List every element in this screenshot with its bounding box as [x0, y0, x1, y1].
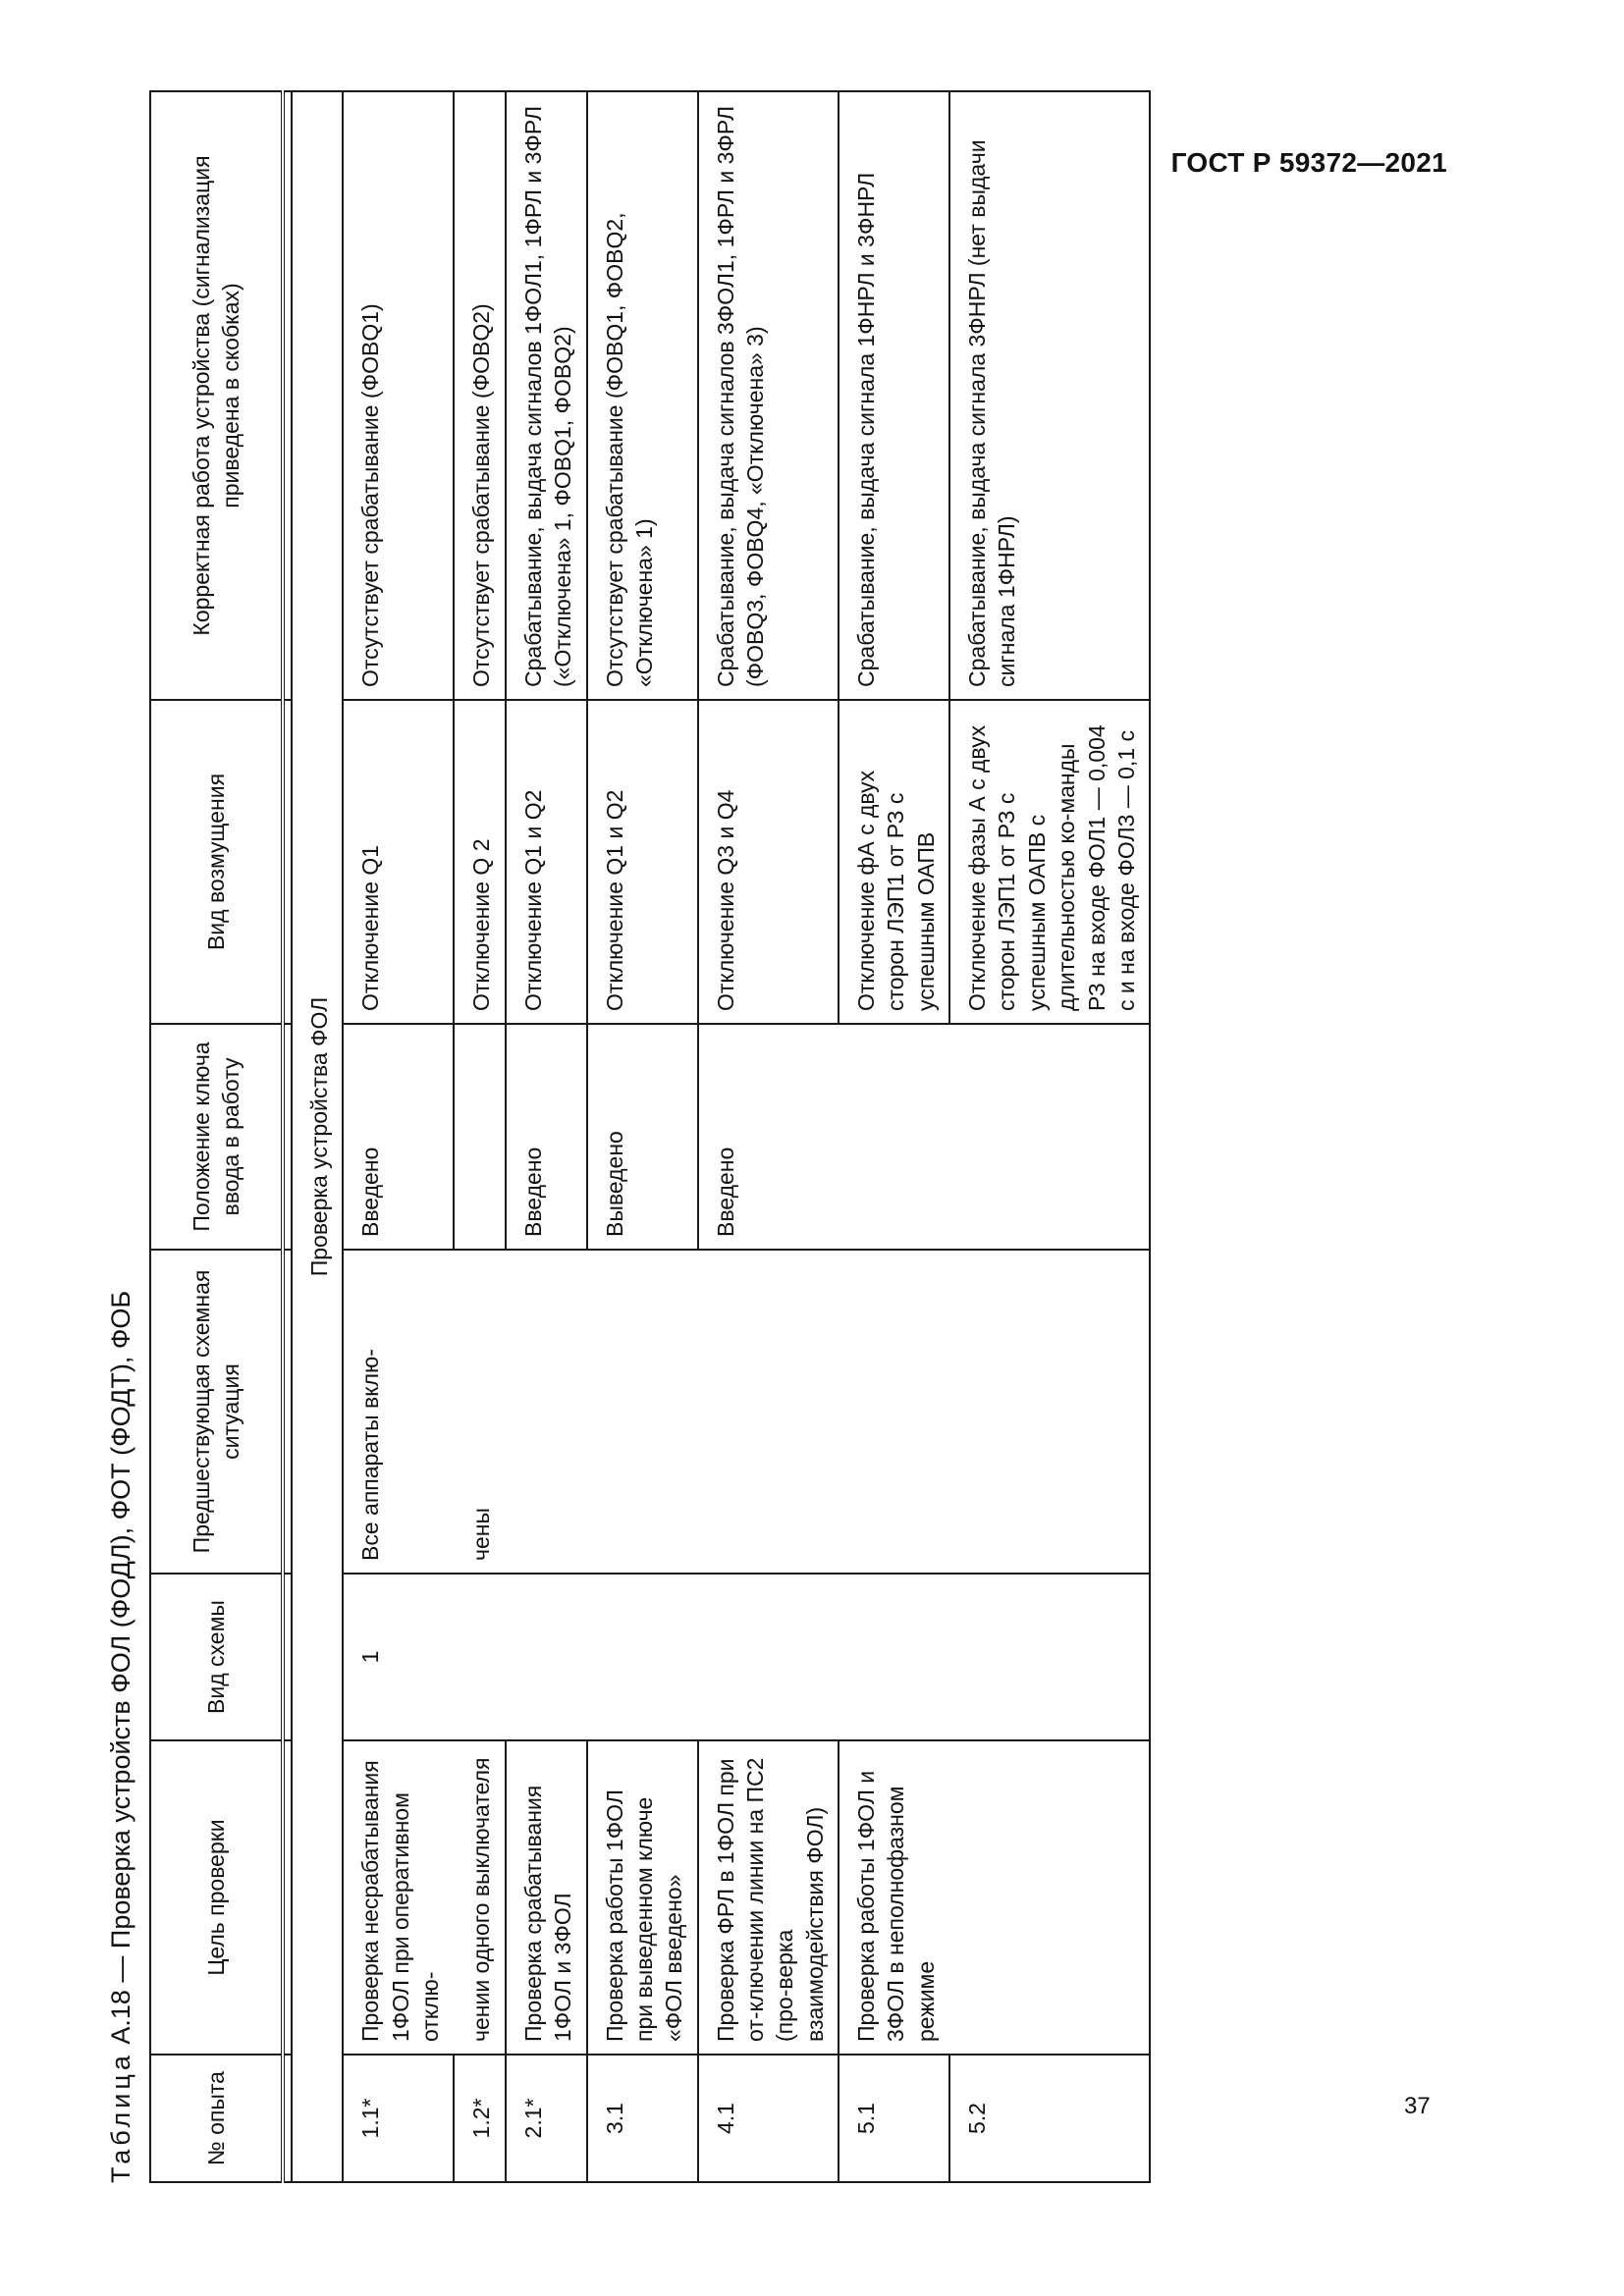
cell-disturbance: Отключение Q 2: [454, 700, 505, 1024]
cell-goal: Проверка несрабатывания 1ФОЛ при оперативном отклю-: [343, 1740, 454, 2055]
table-row: [506, 91, 587, 2182]
cell-goal: Проверка срабатывания 1ФОЛ и 3ФОЛ: [506, 1740, 587, 2055]
cell-scheme: [454, 1574, 505, 1740]
cell-situation: [506, 1250, 587, 1574]
caption-title: А.18 — Проверка устройств ФОЛ (ФОДЛ), ФОТ (ФОДТ), ФОБ: [106, 1290, 135, 2045]
cell-disturbance: Отключение фазы А с двух сторон ЛЭП1 от РЗ с успешным ОАПВ с длительностью ко-манды РЗ на входе ФОЛ1 — 0,004 с и на входе ФОЛ3 — 0,1 с: [949, 700, 1150, 1024]
cell-result: Отсутствует срабатывание (ФОВQ1): [343, 91, 454, 700]
cell-disturbance: Отключение фА с двух сторон ЛЭП1 от РЗ с успешным ОАПВ: [839, 700, 949, 1024]
cell-result: Срабатывание, выдача сигнала 3ФНРЛ (нет выдачи сигнала 1ФНРЛ): [949, 91, 1150, 700]
cell-situation: чены: [454, 1250, 505, 1574]
table-row: [698, 91, 839, 2182]
cell-num: 1.2*: [454, 2055, 505, 2182]
section-title: Проверка устройства ФОЛ: [292, 91, 343, 2182]
cell-key: Введено: [698, 1024, 839, 1250]
cell-goal: Проверка работы 1ФОЛ при выведенном ключе «ФОЛ введено»: [587, 1740, 698, 2055]
cell-num: 1.1*: [343, 2055, 454, 2182]
cell-situation: [698, 1250, 839, 1574]
cell-num: 4.1: [698, 2055, 839, 2182]
cell-scheme: [587, 1574, 698, 1740]
page-number: 37: [1404, 2093, 1431, 2119]
header-row: [150, 91, 283, 2182]
cell-disturbance: Отключение Q1 и Q2: [587, 700, 698, 1024]
cell-scheme: [698, 1574, 839, 1740]
cell-key: Введено: [343, 1024, 454, 1250]
col-header-scheme: Вид схемы: [150, 1574, 283, 1740]
cell-scheme: [839, 1574, 949, 1740]
col-header-goal: Цель проверки: [150, 1740, 283, 2055]
col-header-num: № опыта: [150, 2055, 283, 2182]
cell-key: [454, 1024, 505, 1250]
verification-table: [149, 90, 1151, 2183]
col-header-result: Корректная работа устройства (сигнализация приведена в скобках): [150, 91, 283, 700]
table-row: [343, 91, 454, 2182]
rotated-table-area: [106, 73, 1382, 2183]
cell-disturbance: Отключение Q1: [343, 700, 454, 1024]
cell-disturbance: Отключение Q1 и Q2: [506, 700, 587, 1024]
cell-key: [839, 1024, 949, 1250]
cell-result: Отсутствует срабатывание (ФОВQ1, ФОВQ2, «Отключена» 1): [587, 91, 698, 700]
cell-result: Срабатывание, выдача сигнала 1ФНРЛ и 3ФНРЛ: [839, 91, 949, 700]
col-header-situation: Предшествующая схемная ситуация: [150, 1250, 283, 1574]
section-row: [292, 91, 343, 2182]
table-row: [454, 91, 505, 2182]
cell-key: Выведено: [587, 1024, 698, 1250]
cell-disturbance: Отключение Q3 и Q4: [698, 700, 839, 1024]
cell-key: [949, 1024, 1150, 1250]
cell-scheme: [949, 1574, 1150, 1740]
table-row: [949, 91, 1150, 2182]
table-caption: [106, 1291, 136, 2183]
col-header-key: Положение ключа ввода в работу: [150, 1024, 283, 1250]
cell-goal: чении одного выключателя: [454, 1740, 505, 2055]
cell-situation: Все аппараты вклю-: [343, 1250, 454, 1574]
cell-result: Срабатывание, выдача сигналов 3ФОЛ1, 1ФРЛ и 3ФРЛ (ФОВQ3, ФОВQ4, «Отключена» 3): [698, 91, 839, 700]
col-header-disturbance: Вид возмущения: [150, 700, 283, 1024]
table-row: [839, 91, 949, 2182]
cell-situation: [839, 1250, 949, 1574]
cell-num: 3.1: [587, 2055, 698, 2182]
cell-scheme: 1: [343, 1574, 454, 1740]
standard-header: ГОСТ Р 59372—2021: [1170, 147, 1447, 178]
cell-goal: Проверка работы 1ФОЛ и 3ФОЛ в неполнофазном режиме: [839, 1740, 949, 2055]
cell-key: Введено: [506, 1024, 587, 1250]
cell-situation: [587, 1250, 698, 1574]
caption-prefix: Таблица: [106, 2052, 135, 2183]
cell-num: 5.1: [839, 2055, 949, 2182]
table-row: [587, 91, 698, 2182]
cell-scheme: [506, 1574, 587, 1740]
header-separator: [283, 91, 292, 2182]
cell-num: 5.2: [949, 2055, 1150, 2182]
cell-goal: [949, 1740, 1150, 2055]
cell-result: Срабатывание, выдача сигналов 1ФОЛ1, 1ФРЛ и 3ФРЛ («Отключена» 1, ФОВQ1, ФОВQ2): [506, 91, 587, 700]
cell-goal: Проверка ФРЛ в 1ФОЛ при от-ключении линии на ПС2 (про-верка взаимодействия ФОЛ): [698, 1740, 839, 2055]
cell-result: Отсутствует срабатывание (ФОВQ2): [454, 91, 505, 700]
cell-situation: [949, 1250, 1150, 1574]
cell-num: 2.1*: [506, 2055, 587, 2182]
